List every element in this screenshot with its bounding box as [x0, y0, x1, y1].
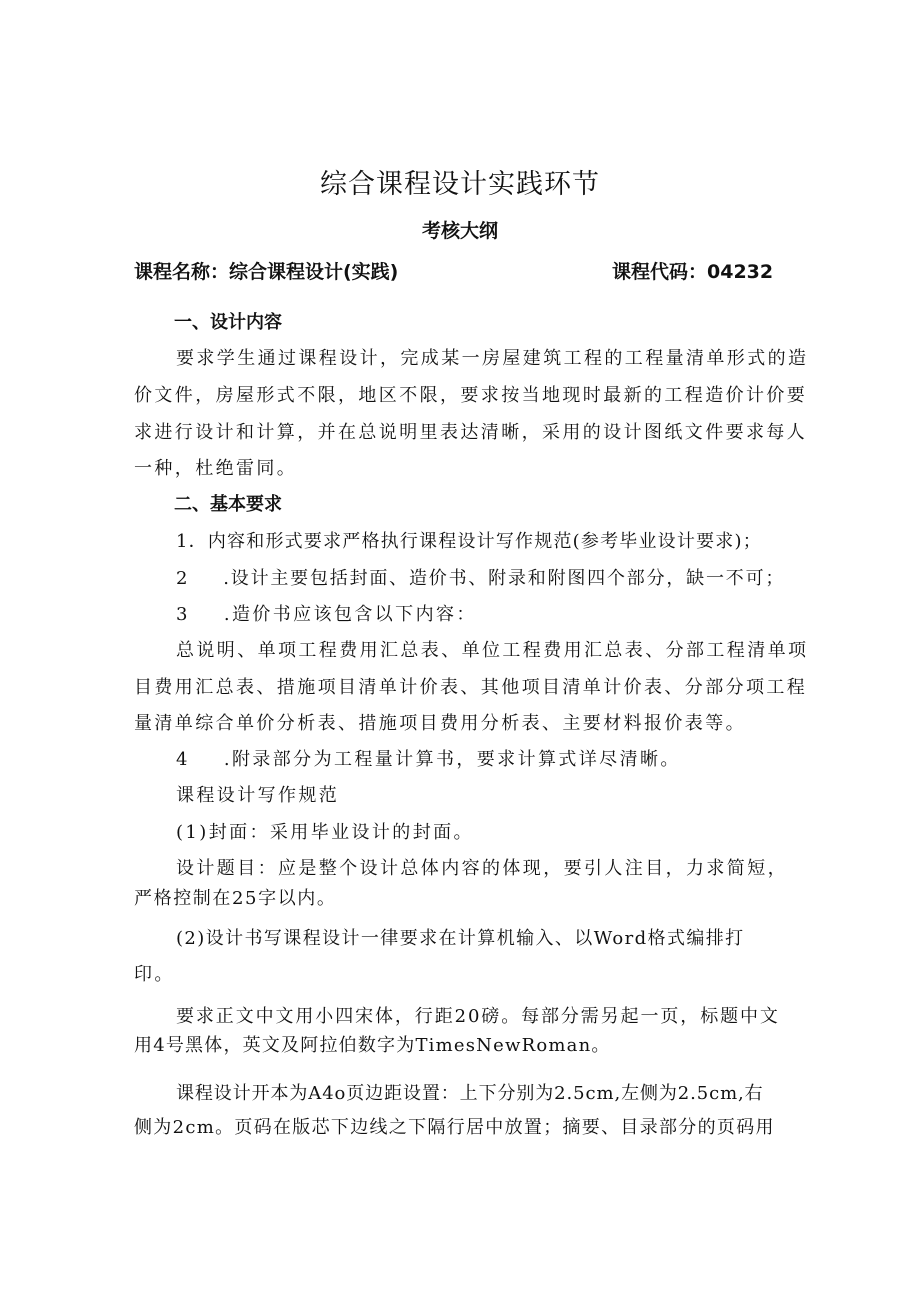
list-number: 3: [176, 604, 190, 625]
paragraph-line: 目费用汇总表、措施项目清单计价表、其他项目清单计价表、分部分项工程: [134, 677, 808, 698]
list-number: 4: [176, 749, 190, 770]
paragraph-line: 量清单综合单价分析表、措施项目费用分析表、主要材料报价表等。: [134, 713, 746, 734]
paragraph-line: 要求学生通过课程设计，完成某一房屋建筑工程的工程量清单形式的造: [176, 348, 809, 369]
paragraph-line: (2)设计书写课程设计一律要求在计算机输入、以Word格式编排打: [176, 928, 745, 949]
paragraph-line: 用4号黑体，英文及阿拉伯数字为TimesNewRoman。: [134, 1035, 611, 1056]
document-subtitle: 考核大纲: [421, 220, 498, 242]
section-heading-design-content: 一、设计内容: [174, 312, 282, 333]
paragraph-line: 课程设计开本为A4o页边距设置：上下分别为2.5cm,左侧为2.5cm,右: [176, 1083, 764, 1104]
section-heading-basic-requirements: 二、基本要求: [174, 494, 282, 515]
list-item-2: [176, 564, 785, 590]
paragraph-line: 印。: [134, 964, 175, 985]
list-text: .造价书应该包含以下内容：: [223, 604, 477, 625]
paragraph-line: 要求正文中文用小四宋体，行距20磅。每部分需另起一页，标题中文: [176, 1006, 780, 1027]
list-text: .设计主要包括封面、造价书、附录和附图四个部分，缺一不可；: [223, 568, 786, 589]
document-title: 综合课程设计实践环节: [320, 169, 600, 200]
cover-paragraph: (1)封面：采用毕业设计的封面。: [176, 822, 474, 843]
list-text: .附录部分为工程量计算书，要求计算式详尽清晰。: [223, 749, 681, 770]
course-code: 课程代码：04232: [612, 261, 774, 283]
paragraph-line: 侧为2cm。页码在版芯下边线之下隔行居中放置；摘要、目录部分的页码用: [134, 1117, 775, 1138]
list-item-4: [176, 745, 681, 771]
paragraph-line: 求进行设计和计算，并在总说明里表达清晰，采用的设计图纸文件要求每人: [134, 422, 808, 443]
paragraph-line: 一种，杜绝雷同。: [134, 458, 298, 479]
norms-title: 课程设计写作规范: [176, 785, 340, 806]
course-info-line: [134, 257, 774, 285]
paragraph-line: 严格控制在25字以内。: [134, 888, 337, 909]
paragraph-line: 总说明、单项工程费用汇总表、单位工程费用汇总表、分部工程清单项: [176, 640, 809, 661]
paragraph-line: 价文件，房屋形式不限，地区不限，要求按当地现时最新的工程造价计价要: [134, 385, 808, 406]
course-name: 课程名称：综合课程设计(实践): [134, 261, 399, 283]
list-item-3: [176, 600, 477, 626]
paragraph-line: 设计题目：应是整个设计总体内容的体现，要引人注目，力求简短，: [176, 858, 788, 879]
list-item-1: 1．内容和形式要求严格执行课程设计写作规范(参考毕业设计要求)；: [176, 531, 762, 552]
list-number: 2: [176, 568, 190, 589]
